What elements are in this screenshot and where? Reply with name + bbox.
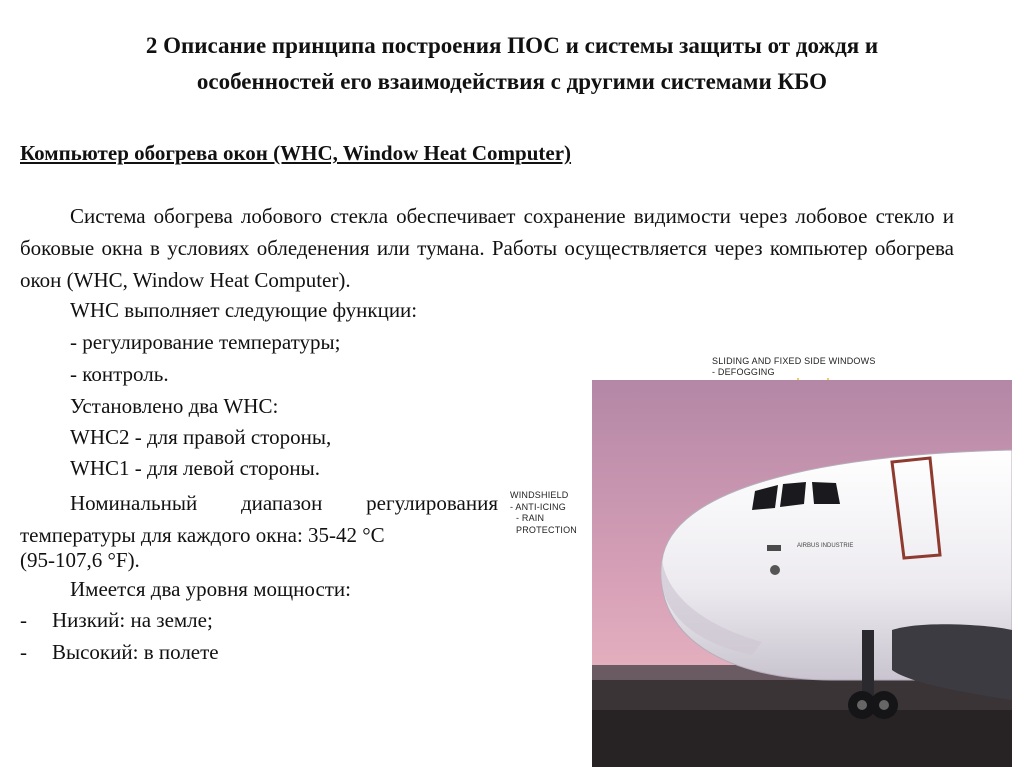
hub-1 <box>857 700 867 710</box>
whc2-text: WHC2 - для правой стороны, <box>70 425 332 449</box>
function-item-regulation: - регулирование температуры; <box>70 330 341 354</box>
hub-2 <box>879 700 889 710</box>
callout-ws-line-2: - ANTI-ICING <box>510 501 566 512</box>
whc1-text: WHC1 - для левой стороны. <box>70 456 320 480</box>
aircraft-photo <box>592 380 1012 767</box>
power-high-label: Высокий: в полете <box>52 640 219 664</box>
cockpit-window-3 <box>812 482 840 504</box>
function-item-control: - контроль. <box>70 362 169 386</box>
power-low-label: Низкий: на земле; <box>52 608 213 632</box>
title-line-2: особенностей его взаимодействия с другими системами КБО <box>196 69 828 94</box>
cockpit-window-2 <box>780 482 806 507</box>
vent <box>767 545 781 551</box>
installed-text: Установлено два WHC: <box>70 394 279 418</box>
range-text: Номинальный диапазон регулирования температуры для каждого окна: 35-42 °C <box>20 491 498 547</box>
power-levels-text: Имеется два уровня мощности: <box>70 577 352 601</box>
probe <box>770 565 780 575</box>
tarmac <box>592 710 1012 767</box>
range-tail: (95-107,6 °F). <box>20 548 140 572</box>
functions-header: WHC выполняет следующие функции: <box>70 298 418 322</box>
list-dash: - <box>20 608 27 632</box>
callout-ws-line-1: WINDSHIELD <box>510 490 569 500</box>
gear-strut <box>862 630 874 700</box>
section-subtitle: Компьютер обогрева окон (WHC, Window Heat Computer) <box>20 141 572 165</box>
callout-side-line-2: - DEFOGGING <box>712 367 775 377</box>
fuselage-label: AIRBUS INDUSTRIE <box>797 543 854 549</box>
title-line-1: 2 Описание принципа построения ПОС и системы защиты от дождя и <box>145 33 879 58</box>
callout-ws-line-4: PROTECTION <box>516 524 578 535</box>
callout-side-line-1: SLIDING AND FIXED SIDE WINDOWS <box>712 356 876 366</box>
aircraft-illustration <box>592 380 1012 767</box>
intro-paragraph: Система обогрева лобового стекла обеспечивает сохранение видимости через лобовое стекло и боковые окна в условиях обледенения или тумана. Работы осуществляется через компьютер обогрева окон (WHC, Window Heat Computer). <box>20 204 954 292</box>
list-dash: - <box>20 640 27 664</box>
callout-ws-line-3: - RAIN <box>516 513 545 523</box>
